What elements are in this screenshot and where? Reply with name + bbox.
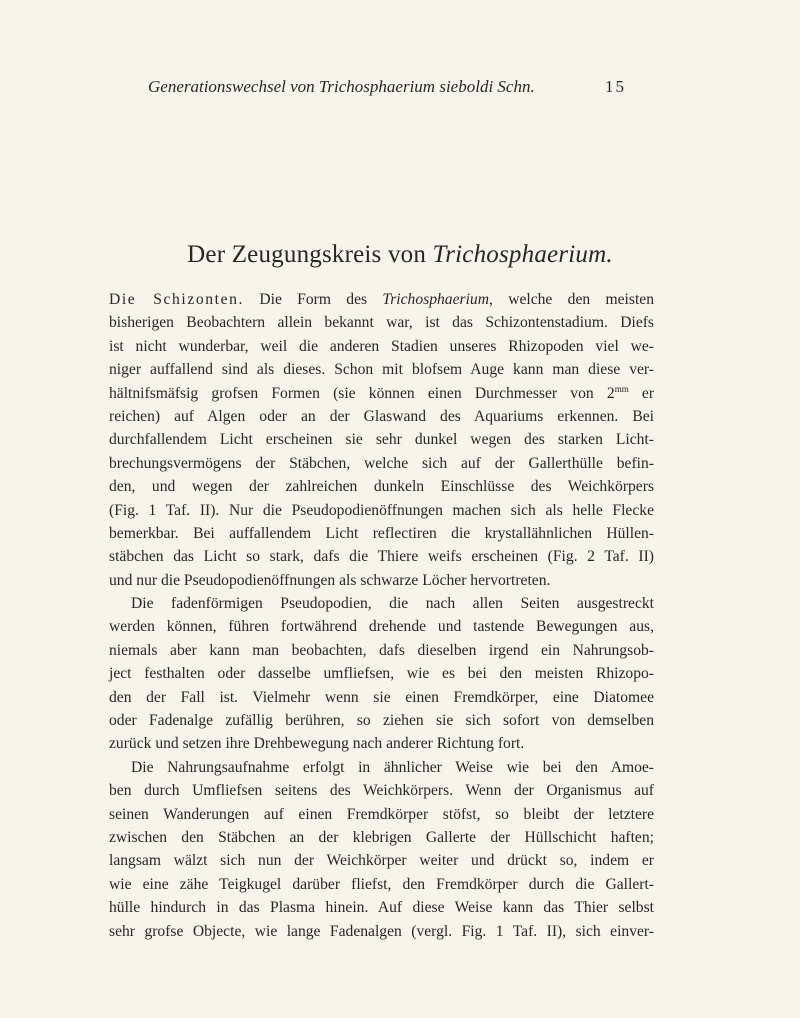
text-line xyxy=(109,639,654,662)
text-line xyxy=(109,545,654,568)
text-line xyxy=(109,803,654,826)
text-line xyxy=(109,896,654,919)
text-run: Die Nahrungsaufnahme erfolgt in ähnlicher Weise wie bei den Amoe- xyxy=(131,758,654,776)
text-run: den der Fall ist. Vielmehr wenn sie einen Fremdkörper, eine Diatomee xyxy=(109,688,654,706)
text-line xyxy=(109,569,654,592)
text-line xyxy=(109,873,654,896)
paragraph xyxy=(109,592,654,756)
text-run: werden können, führen fortwährend drehende und tastende Bewegungen aus, xyxy=(109,618,654,636)
text-run: hältnifsmäfsig grofsen Formen (sie können einen Durchmesser von 2 xyxy=(109,384,615,402)
text-line xyxy=(109,522,654,545)
text-run: Die fadenförmigen Pseudopodien, die nach allen Seiten ausgestreckt xyxy=(131,595,654,613)
section-title-prefix: Der Zeugungskreis von xyxy=(187,241,433,268)
text-run: oder Fadenalge zufällig berühren, so ziehen sie sich sofort von demselben xyxy=(109,712,654,730)
running-head xyxy=(148,77,626,99)
text-line xyxy=(109,826,654,849)
text-run: bemerkbar. Bei auffallendem Licht reflectiren die krystallähnlichen Hüllen- xyxy=(109,524,654,542)
text-run: den, und wegen der zahlreichen dunkeln Einschlüsse des Weichkörpers xyxy=(109,478,654,496)
page-number: 15 xyxy=(605,77,626,96)
text-run: ben durch Umfliefsen seitens des Weichkörpers. Wenn der Organismus auf xyxy=(109,782,654,800)
text-run: ist nicht wunderbar, weil die anderen Stadien unseres Rhizopoden viel we- xyxy=(109,337,654,355)
text-run: , welche den meisten xyxy=(488,291,655,308)
text-run: seinen Wanderungen auf einen Fremdkörper stöfst, so bleibt der letztere xyxy=(109,805,654,823)
text-line xyxy=(109,405,654,428)
text-run: stäbchen das Licht so stark, dafs die Thiere weifs erscheinen (Fig. 2 Taf. II) xyxy=(109,548,654,566)
text-run: Die Form des xyxy=(244,291,383,308)
text-run: durchfallendem Licht erscheinen sie sehr dunkel wegen des starken Licht- xyxy=(109,431,654,449)
text-run: hülle hindurch in das Plasma hinein. Auf diese Weise kann das Thier selbst xyxy=(109,899,654,917)
italic-term: Trichosphaerium xyxy=(382,291,489,308)
text-run: niger auffallend sind als dieses. Schon mit blofsem Auge kann man diese ver- xyxy=(109,361,654,379)
text-line xyxy=(109,452,654,475)
text-line xyxy=(109,428,654,451)
text-line xyxy=(109,849,654,872)
text-line xyxy=(109,335,654,358)
section-title xyxy=(0,241,800,269)
text-line xyxy=(109,311,654,334)
text-run: zwischen den Stäbchen an der klebrigen Gallerte der Hüllschicht haften; xyxy=(109,828,654,846)
text-line xyxy=(109,662,654,685)
text-run: langsam wälzt sich nun der Weichkörper weiter und drückt so, indem er xyxy=(109,852,654,870)
text-line xyxy=(109,615,654,638)
text-line xyxy=(109,732,654,755)
text-run: reichen) auf Algen oder an der Glaswand des Aquariums erkennen. Bei xyxy=(109,407,654,425)
text-line xyxy=(109,920,654,943)
body-text xyxy=(109,288,654,943)
text-line xyxy=(109,756,654,779)
paragraph xyxy=(109,288,654,592)
text-run: brechungsvermögens der Stäbchen, welche sich auf der Gallerthülle befin- xyxy=(109,454,654,472)
text-line xyxy=(109,288,654,311)
text-run: er xyxy=(628,384,655,402)
text-line xyxy=(109,779,654,802)
spaced-heading: Die Schizonten. xyxy=(109,291,245,308)
text-line xyxy=(109,358,654,381)
text-run: (Fig. 1 Taf. II). Nur die Pseudopodienöffnungen machen sich als helle Flecke xyxy=(109,501,654,519)
text-run: und nur die Pseudopodienöffnungen als schwarze Löcher hervortreten. xyxy=(109,571,551,589)
text-line xyxy=(109,709,654,732)
section-title-italic: Trichosphaerium. xyxy=(432,241,613,268)
text-run: bisherigen Beobachtern allein bekannt war, ist das Schizontenstadium. Diefs xyxy=(109,314,654,332)
paragraph xyxy=(109,756,654,943)
text-run: sehr grofse Objecte, wie lange Fadenalgen (vergl. Fig. 1 Taf. II), sich einver- xyxy=(109,922,654,940)
text-line xyxy=(109,686,654,709)
text-line xyxy=(109,592,654,615)
text-run: wie eine zähe Teigkugel darüber fliefst, den Fremdkörper durch die Gallert- xyxy=(109,875,654,893)
text-run: niemals aber kann man beobachten, dafs dieselben irgend ein Nahrungsob- xyxy=(109,641,654,659)
text-run: zurück und setzen ihre Drehbewegung nach anderer Richtung fort. xyxy=(109,735,525,753)
text-line xyxy=(109,382,654,405)
text-line xyxy=(109,499,654,522)
text-run: ject festhalten oder dasselbe umfliefsen, wie es bei den meisten Rhizopo- xyxy=(109,665,654,683)
text-line xyxy=(109,475,654,498)
unit-superscript: mm xyxy=(614,383,629,394)
running-title: Generationswechsel von Trichosphaerium sieboldi Schn. xyxy=(148,77,535,96)
